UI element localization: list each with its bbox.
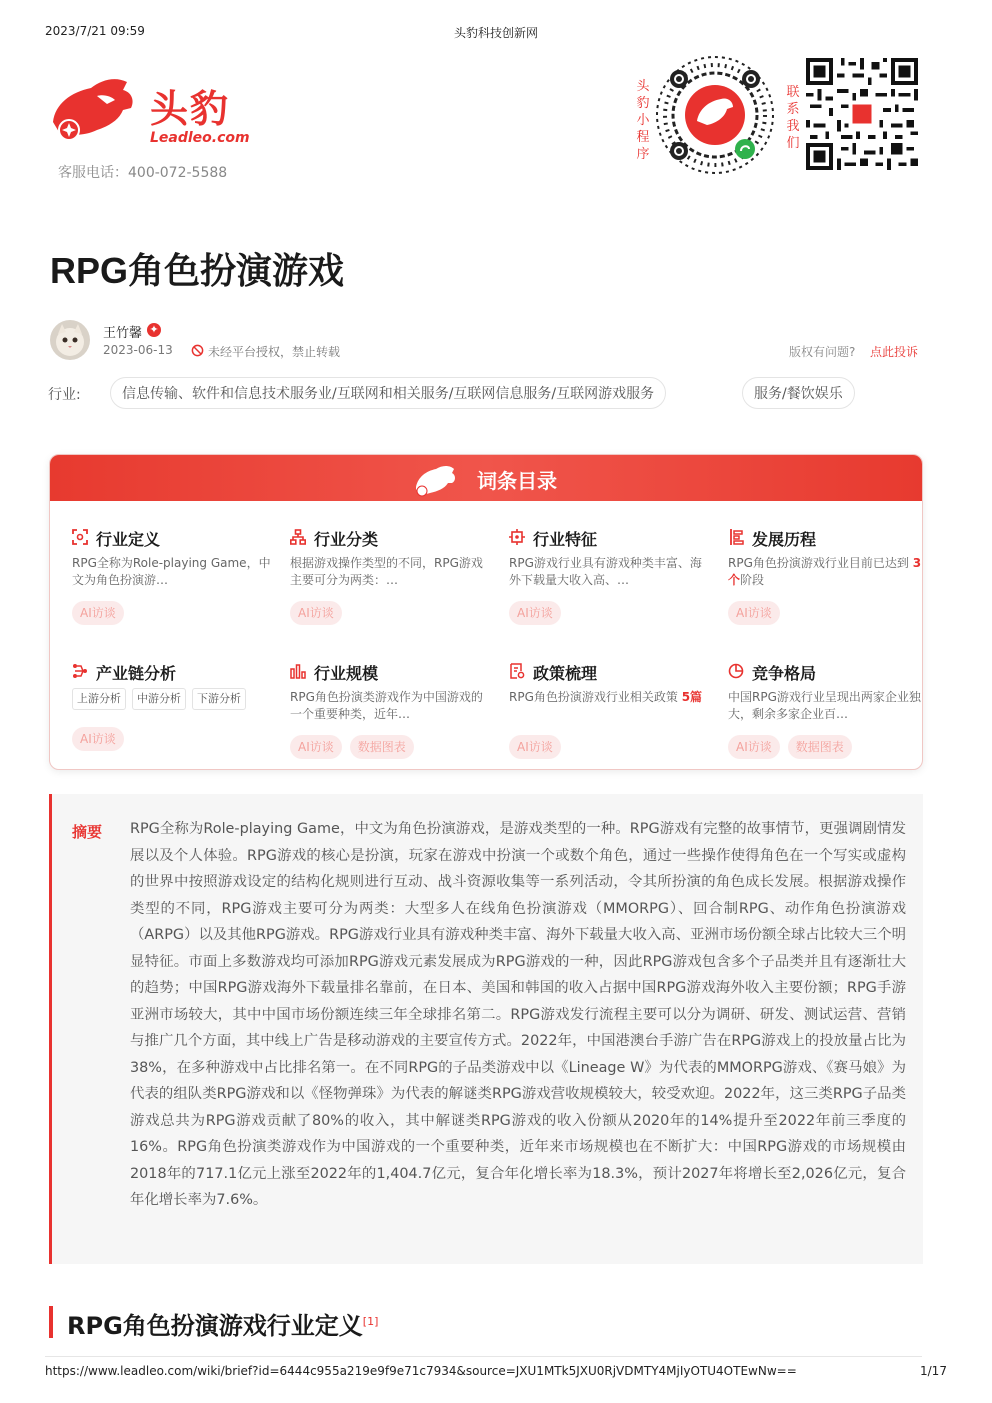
directory-item-feature[interactable]: [509, 527, 709, 625]
summary-text: RPG全称为Role-playing Game，中文为角色扮演游戏，是游戏类型的一种。RPG游戏有完整的故事情节，更强调剧情发展以及个人体验。RPG游戏的核心是扮演，玩家在游戏中扮演一个或数个角色，通过一些操作使得角色在一个写实或虚构的世界中按照游戏设定的结构化规则进行互动、战斗资源收集等一系列活动，令其所扮演的角色成长发展。根据游戏操作类型的不同，RPG游戏主要可分为两类：大型多人在线角色扮演游戏（MMORPG）、回合制RPG、动作角色扮演游戏（ARPG）以及其他RPG游戏。RPG游戏行业具有游戏种类丰富、海外下载量大收入高、亚洲市场份额全球占比较大三个明显特征。市面上多数游戏均可添加RPG游戏元素发展成为RPG游戏的一种，因此RPG游戏包含多个子品类并且有逐渐壮大的趋势；中国RPG游戏海外下载量排名靠前，在日本、美国和韩国的收入占据中国RPG游戏海外收入主要份额；RPG手游亚洲市场较大，其中中国市场份额连续三年全球排名第二。RPG游戏发行流程主要可以分为调研、研发、测试运营、营销与推广几个方面，其中线上广告是移动游戏的主要宣传方式。2022年，中国港澳台手游广告在RPG游戏上的投放量占比为38%，在多种游戏中占比排名第一。在不同RPG的子品类游戏中以《Lineage W》为代表的MMORPG游戏、《赛马娘》为代表的组队类RPG游戏和以《怪物弹珠》为代表的解谜类RPG游戏营收规模较大，较受欢迎。2022年，这三类RPG子品类游戏总共为RPG游戏贡献了80%的收入，其中解谜类RPG游戏的收入份额从2020年的14%提升至2022年前三季度的16%。RPG角色扮演类游戏作为中国游戏的一个重要种类，近年来市场规模也在不断扩大：中国RPG游戏的市场规模由2018年的717.1亿元上涨至2022年的1,404.7亿元，复合年化增长率为18.3%，预计2027年将增长至2,026亿元，复合年化增长率为7.6%。: [130, 821, 906, 1208]
ai-interview-button[interactable]: AI访谈: [290, 601, 342, 625]
ai-interview-button[interactable]: AI访谈: [72, 727, 124, 751]
footer-url: https://www.leadleo.com/wiki/brief?id=6444c955a219e9f9e71c7934&source=JXU1MTk5JXU0RjVDMTY4MjIyOTU4OTEwNw==: [45, 1364, 797, 1378]
directory-item-title: 行业特征: [533, 530, 598, 549]
no-repost-icon: [191, 344, 204, 357]
brand-name-en[interactable]: Leadleo.com: [150, 130, 250, 146]
mini-program-code-icon[interactable]: [655, 55, 775, 175]
section-title: [67, 1306, 378, 1341]
scale-icon: [290, 663, 306, 679]
directory-item-title: 政策梳理: [533, 664, 598, 683]
history-icon: [728, 529, 744, 545]
directory-item-scale[interactable]: [290, 661, 490, 759]
directory-item-desc: 中国RPG游戏行业呈现出两家企业独大，剩余多家企业百…: [728, 690, 921, 721]
ai-interview-button[interactable]: AI访谈: [728, 601, 780, 625]
print-site-name: 头豹科技创新网: [453, 26, 538, 40]
midstream-tag[interactable]: 中游分析: [132, 688, 186, 710]
directory-item-desc: [509, 689, 709, 723]
contact-us-label: 联系我们: [786, 85, 800, 151]
directory-title: 词条目录: [477, 469, 557, 493]
directory-item-title: 竞争格局: [752, 664, 817, 683]
definition-icon: [72, 529, 88, 545]
directory-item-chain[interactable]: [72, 661, 272, 751]
directory-item-desc: [728, 555, 923, 589]
directory-item-definition[interactable]: [72, 527, 272, 625]
license-note: 未经平台授权，禁止转载: [208, 345, 341, 359]
copyright-question: 版权有问题?: [789, 345, 856, 359]
policy-count: 5篇: [681, 690, 703, 704]
reference-link[interactable]: [1]: [362, 1315, 379, 1328]
policy-icon: [509, 663, 525, 679]
page-title: RPG角色扮演游戏: [50, 250, 345, 291]
feature-icon: [509, 529, 525, 545]
desc-text: RPG角色扮演游戏行业目前已达到: [728, 556, 913, 570]
mini-program-label: 头豹小程序: [636, 79, 650, 162]
industry-tag[interactable]: 服务/餐饮娱乐: [742, 377, 855, 409]
page-number: 1/17: [920, 1364, 947, 1378]
directory-item-policy[interactable]: [509, 661, 709, 759]
directory-item-desc: 根据游戏操作类型的不同，RPG游戏主要可分为两类：…: [290, 556, 483, 587]
directory-item-title: 行业规模: [314, 664, 379, 683]
directory-item-desc: RPG角色扮演类游戏作为中国游戏的一个重要种类，近年…: [290, 690, 483, 721]
author-verified-badge: ✦: [147, 323, 161, 337]
section-title-text: RPG角色扮演游戏行业定义: [67, 1312, 363, 1340]
desc-text: 阶段: [740, 573, 765, 587]
industry-tag[interactable]: 信息传输、软件和信息技术服务业/互联网和相关服务/互联网信息服务/互联网游戏服务: [110, 377, 666, 409]
qr-code-icon[interactable]: [806, 58, 918, 170]
ai-interview-button[interactable]: AI访谈: [509, 601, 561, 625]
footer-divider: [45, 1356, 922, 1357]
author-name[interactable]: 王竹馨: [103, 326, 143, 341]
section-accent-bar: [49, 1306, 53, 1338]
desc-text: RPG角色扮演游戏行业相关政策: [509, 690, 682, 704]
publish-date: 2023-06-13: [103, 343, 173, 357]
data-chart-button[interactable]: 数据图表: [788, 735, 852, 759]
downstream-tag[interactable]: 下游分析: [192, 688, 246, 710]
directory-item-title: 行业定义: [96, 530, 161, 549]
print-datetime: 2023/7/21 09:59: [45, 24, 145, 38]
data-chart-button[interactable]: 数据图表: [350, 735, 414, 759]
ai-interview-button[interactable]: AI访谈: [728, 735, 780, 759]
directory-item-title: 发展历程: [752, 530, 817, 549]
directory-item-title: 行业分类: [314, 530, 379, 549]
ai-interview-button[interactable]: AI访谈: [509, 735, 561, 759]
summary-label: 摘要: [72, 823, 103, 841]
report-link[interactable]: 点此投诉: [870, 345, 919, 359]
competition-icon: [728, 663, 744, 679]
customer-hotline: 客服电话：400-072-5588: [58, 165, 228, 181]
directory-item-desc: RPG全称为Role-playing Game，中文为角色扮演游…: [72, 556, 271, 587]
author-avatar[interactable]: [50, 320, 90, 360]
chain-icon: [72, 663, 88, 679]
stage-count: 3个: [728, 556, 922, 587]
ai-interview-button[interactable]: AI访谈: [290, 735, 342, 759]
directory-item-classification[interactable]: [290, 527, 490, 625]
classification-icon: [290, 529, 306, 545]
directory-card: [49, 454, 923, 770]
upstream-tag[interactable]: 上游分析: [72, 688, 126, 710]
directory-item-desc: RPG游戏行业具有游戏种类丰富、海外下载量大收入高、…: [509, 556, 702, 587]
directory-item-title: 产业链分析: [96, 664, 177, 683]
ai-interview-button[interactable]: AI访谈: [72, 601, 124, 625]
industry-label: 行业:: [48, 387, 81, 403]
brand-name-cn: 头豹: [150, 87, 231, 131]
summary-box: [49, 794, 923, 1264]
directory-item-history[interactable]: [728, 527, 923, 625]
directory-item-competition[interactable]: [728, 661, 923, 759]
